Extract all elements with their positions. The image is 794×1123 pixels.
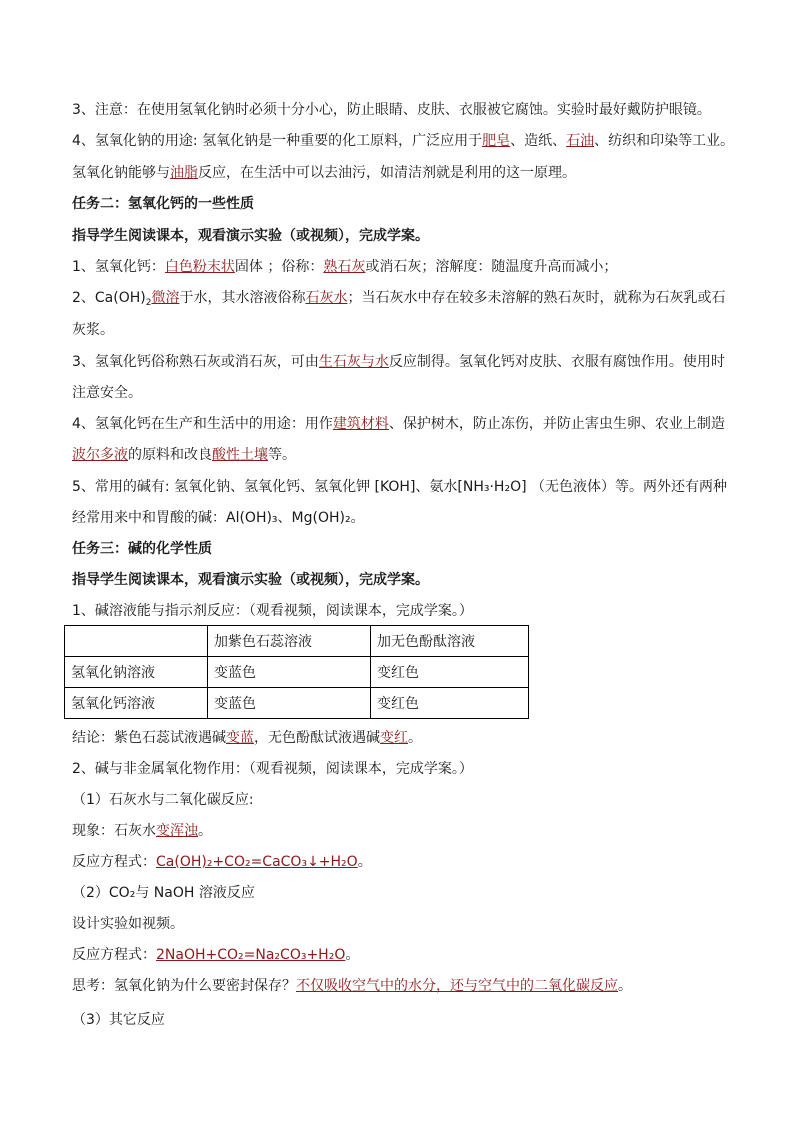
indicator-table [64, 625, 529, 719]
paragraph: 思考：氢氧化钠为什么要密封保存？不仅吸收空气中的水分，还与空气中的二氧化碳反应。 [72, 978, 632, 994]
table-cell: 氢氧化钙溶液 [65, 688, 208, 719]
table-cell: 加无色酚酞溶液 [371, 626, 529, 657]
answer-blank: 酸性土壤 [212, 447, 268, 463]
table-row [65, 657, 529, 688]
paragraph: 2、$Ca(OH)_2$微溶于水，其水溶液俗称石灰水；当石灰水中存在较多未溶解的熟石灰时，就称为石灰乳或石 [72, 290, 726, 308]
section-heading: 任务三：碱的化学性质 [72, 541, 212, 557]
paragraph: 3、氢氧化钙俗称熟石灰或消石灰，可由生石灰与水反应制得。氢氧化钙对皮肤、衣服有腐蚀作用。使用时 [72, 354, 725, 370]
answer-blank: 变蓝 [226, 730, 254, 746]
table-cell: 变蓝色 [208, 657, 371, 688]
answer-blank: 油脂 [170, 165, 198, 181]
table-cell: 变蓝色 [208, 688, 371, 719]
instruction: 指导学生阅读课本，观看演示实验（或视频），完成学案。 [72, 572, 429, 588]
paragraph: 反应方程式：Ca(OH)₂+CO₂=CaCO₃↓+H₂O。 [72, 854, 372, 870]
paragraph: （1）石灰水与二氧化碳反应: [72, 792, 254, 808]
paragraph: 3、注意：在使用氢氧化钠时必须十分小心，防止眼睛、皮肤、衣服被它腐蚀。实验时最好戴防护眼镜。 [72, 102, 711, 118]
table-cell: 变红色 [371, 657, 529, 688]
paragraph: 现象：石灰水变浑浊。 [72, 823, 212, 839]
answer-blank: 变浑浊 [156, 823, 198, 839]
answer-blank: 白色粉末状 [164, 259, 235, 275]
paragraph: 经常用来中和胃酸的碱：Al(OH)₃、Mg(OH)₂。 [72, 510, 365, 526]
answer-blank: 2NaOH+CO₂=Na₂CO₃+H₂O [156, 947, 346, 963]
paragraph: 1、碱溶液能与指示剂反应：（观看视频，阅读课本，完成学案。） [72, 603, 473, 619]
answer-blank: 建筑材料 [332, 416, 389, 432]
answer-blank: 微溶 [151, 290, 180, 306]
paragraph: 反应方程式：2NaOH+CO₂=Na₂CO₃+H₂O。 [72, 947, 360, 963]
paragraph: 2、碱与非金属氧化物作用：（观看视频，阅读课本，完成学案。） [72, 761, 473, 777]
paragraph: 灰浆。 [72, 322, 114, 338]
instruction: 指导学生阅读课本，观看演示实验（或视频），完成学案。 [72, 228, 429, 244]
table-cell [65, 626, 208, 657]
paragraph: （2）CO₂与 NaOH 溶液反应 [72, 885, 255, 901]
answer-blank: 石油 [566, 133, 595, 149]
table-cell: 加紫色石蕊溶液 [208, 626, 371, 657]
paragraph: 5、常用的碱有: 氢氧化钠、氢氧化钙、氢氧化钾 [KOH]、氨水[NH₃·H₂O] （无色液体）等。两外还有两种 [72, 479, 728, 495]
paragraph: 1、氢氧化钙：白色粉末状固体 ；俗称：熟石灰或消石灰；溶解度：随温度升高而减小； [72, 259, 618, 275]
paragraph: 设计实验如视频。 [72, 916, 184, 932]
paragraph: 注意安全。 [72, 385, 142, 401]
answer-blank: 变红 [380, 730, 408, 746]
answer-blank: 波尔多液 [72, 447, 128, 463]
paragraph: 氢氧化钠能够与油脂反应，在生活中可以去油污，如清洁剂就是利用的这一原理。 [72, 165, 576, 181]
answer-blank: 肥皂 [482, 133, 511, 149]
answer-blank: 不仅吸收空气中的水分，还与空气中的二氧化碳反应 [296, 978, 618, 994]
answer-blank: 石灰水 [305, 290, 348, 306]
answer-blank: 生石灰与水 [318, 354, 389, 370]
table-header-row [65, 626, 529, 657]
table-row [65, 688, 529, 719]
paragraph: 4、氢氧化钠的用途: 氢氧化钠是一种重要的化工原料，广泛应用于肥皂、造纸、石油、纺织和印染等工业。 [72, 133, 735, 149]
answer-blank: Ca(OH)₂+CO₂=CaCO₃↓+H₂O [156, 854, 358, 870]
answer-blank: 熟石灰 [323, 259, 366, 275]
table-cell: 氢氧化钠溶液 [65, 657, 208, 688]
paragraph: 波尔多液的原料和改良酸性土壤等。 [72, 447, 296, 463]
table-cell: 变红色 [371, 688, 529, 719]
paragraph: （3）其它反应 [72, 1012, 165, 1028]
paragraph: 结论：紫色石蕊试液遇碱变蓝，无色酚酞试液遇碱变红。 [72, 730, 422, 746]
section-heading: 任务二：氢氧化钙的一些性质 [72, 196, 254, 212]
paragraph: 4、氢氧化钙在生产和生活中的用途：用作建筑材料、保护树木，防止冻伤，并防止害虫生卵、农业上制造 [72, 416, 725, 432]
